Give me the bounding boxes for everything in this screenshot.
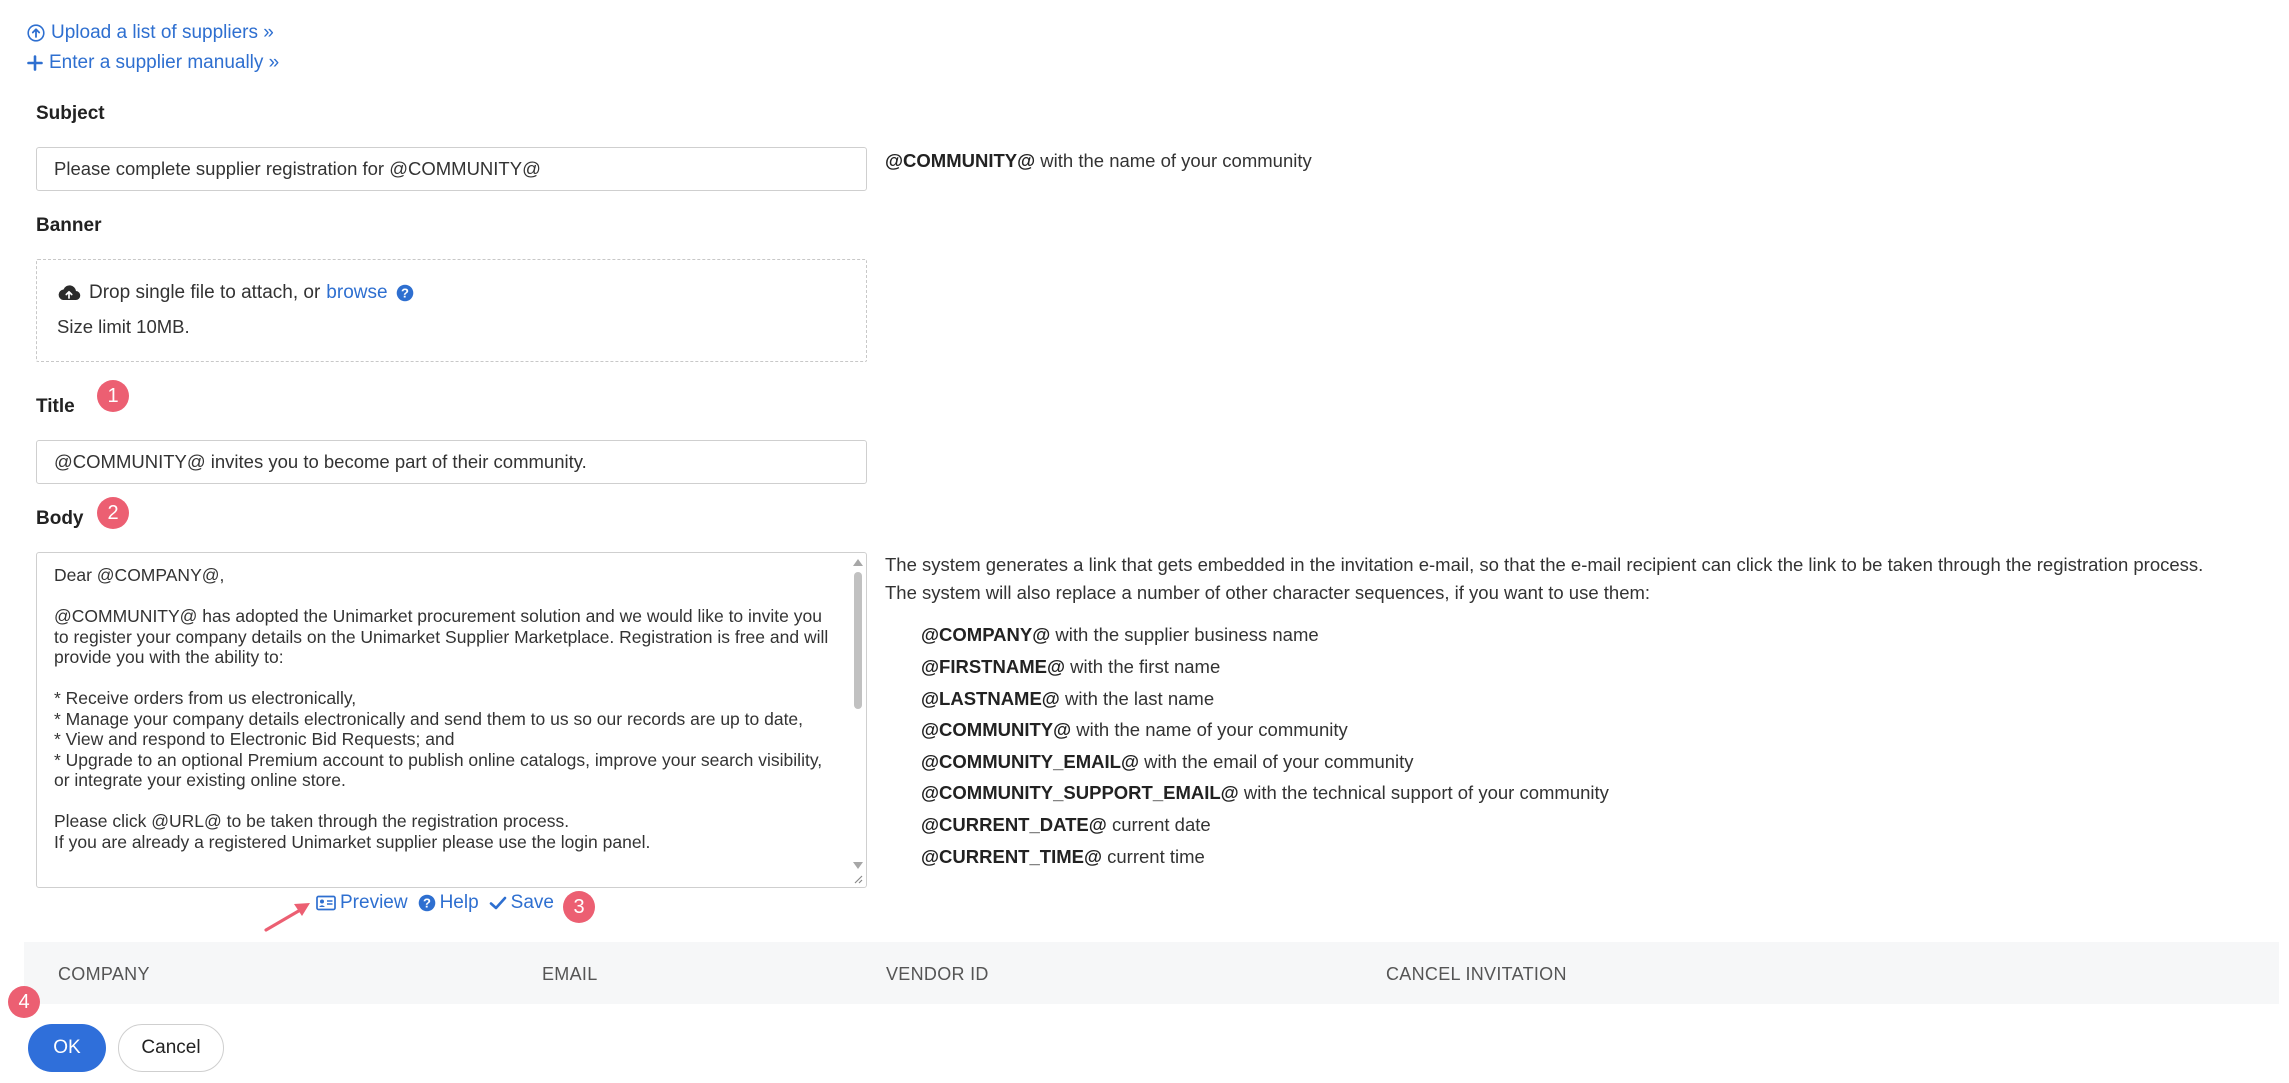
ok-button[interactable]: OK: [28, 1024, 106, 1072]
variable-item: [921, 814, 1211, 836]
variable-token: @COMMUNITY@: [921, 719, 1072, 740]
body-help-line2: The system will also replace a number of other character sequences, if you want to use them:: [885, 582, 1651, 603]
variable-desc: with the last name: [1065, 688, 1215, 709]
resize-grip-icon[interactable]: [853, 874, 863, 884]
variable-token: @CURRENT_TIME@: [921, 846, 1102, 867]
variable-item: [921, 751, 1414, 773]
banner-drop-text: Drop single file to attach, or: [89, 282, 321, 303]
body-textarea[interactable]: [36, 552, 867, 888]
subject-hint-token: @COMMUNITY@: [885, 150, 1036, 171]
title-input[interactable]: [36, 440, 867, 484]
variable-token: @COMMUNITY_SUPPORT_EMAIL@: [921, 782, 1239, 803]
title-input-value: @COMMUNITY@ invites you to become part of their community.: [54, 451, 587, 472]
enter-supplier-manually-link[interactable]: [27, 52, 279, 74]
step-badge-2: 2: [97, 497, 129, 529]
title-label: Title: [36, 396, 75, 417]
annotation-arrow-icon: [262, 898, 314, 934]
banner-size-limit: Size limit 10MB.: [57, 316, 190, 337]
variable-token: @LASTNAME@: [921, 688, 1060, 709]
help-label: Help: [439, 892, 479, 913]
variable-item: [921, 782, 1609, 804]
variable-desc: with the supplier business name: [1055, 624, 1319, 645]
preview-button[interactable]: [316, 892, 408, 914]
body-scrollbar[interactable]: [852, 557, 864, 879]
step-badge-1: 1: [97, 380, 129, 412]
subject-hint: [885, 150, 1312, 172]
variable-token: @CURRENT_DATE@: [921, 814, 1107, 835]
variable-desc: with the technical support of your community: [1243, 782, 1609, 803]
scroll-down-arrow-icon[interactable]: [853, 862, 863, 869]
svg-text:?: ?: [422, 895, 431, 911]
scrollbar-thumb[interactable]: [854, 572, 862, 709]
subject-input[interactable]: [36, 147, 867, 191]
variable-item: [921, 624, 1319, 646]
suppliers-table-header: [24, 942, 2279, 1004]
variable-desc: with the first name: [1070, 656, 1221, 677]
variable-desc: with the name of your community: [1076, 719, 1348, 740]
column-header-cancel-invitation: CANCEL INVITATION: [1386, 964, 1567, 984]
subject-input-value: Please complete supplier registration for @COMMUNITY@: [54, 158, 541, 179]
check-icon: [489, 895, 507, 911]
variable-desc: with the email of your community: [1144, 751, 1414, 772]
upload-circle-icon: [27, 24, 45, 42]
variable-item: [921, 719, 1348, 741]
svg-text:?: ?: [400, 285, 409, 301]
upload-suppliers-link[interactable]: [27, 22, 274, 44]
variable-desc: current date: [1111, 814, 1211, 835]
variable-item: [921, 688, 1214, 710]
subject-label: Subject: [36, 103, 105, 124]
banner-dropzone[interactable]: [36, 259, 867, 362]
upload-suppliers-label: Upload a list of suppliers »: [51, 22, 274, 43]
save-button[interactable]: [489, 892, 554, 914]
cloud-upload-icon: [57, 284, 81, 302]
help-button[interactable]: [418, 892, 479, 914]
subject-hint-text: with the name of your community: [1040, 150, 1312, 171]
question-circle-icon: [418, 894, 436, 912]
scroll-up-arrow-icon[interactable]: [853, 559, 863, 566]
save-label: Save: [510, 892, 554, 913]
column-header-vendor-id: VENDOR ID: [886, 964, 989, 984]
step-badge-3: 3: [563, 891, 595, 923]
column-header-email: EMAIL: [542, 964, 598, 984]
question-circle-icon[interactable]: [396, 284, 414, 302]
cancel-button[interactable]: Cancel: [118, 1024, 224, 1072]
variable-item: [921, 656, 1220, 678]
preview-label: Preview: [340, 892, 408, 913]
body-textarea-value: Dear @COMPANY@, @COMMUNITY@ has adopted the Unimarket procurement solution and we would like to invite you to register your company details on the Unimarket Supplier Marketplace. Registration is free and will provide you with the ability to: * Receive orders from us electronically, * Manage your company details electronically and send them to us so our records are up to date, * View and respond to Electronic Bid Requests; and * Upgrade to an optional Premium account to publish online catalogs, improve your search visibility, or integrate your existing online store. Please click @URL@ to be taken through the registration process. If you are already a registered Unimarket supplier please use the login panel.: [54, 565, 829, 852]
variable-token: @COMPANY@: [921, 624, 1051, 645]
column-header-company: COMPANY: [58, 964, 150, 984]
variable-desc: current time: [1107, 846, 1205, 867]
variable-item: [921, 846, 1205, 868]
banner-label: Banner: [36, 215, 102, 236]
plus-icon: [27, 55, 43, 71]
step-badge-4: 4: [8, 986, 40, 1018]
body-label: Body: [36, 508, 84, 529]
enter-supplier-manually-label: Enter a supplier manually »: [49, 52, 280, 73]
body-actions: [316, 892, 564, 914]
body-help-line1: The system generates a link that gets embedded in the invitation e-mail, so that the e-mail recipient can click the link to be taken through the registration process.: [885, 554, 2204, 575]
banner-browse-link[interactable]: browse: [326, 282, 388, 303]
variable-token: @COMMUNITY_EMAIL@: [921, 751, 1139, 772]
variable-token: @FIRSTNAME@: [921, 656, 1065, 677]
preview-card-icon: [316, 895, 336, 911]
